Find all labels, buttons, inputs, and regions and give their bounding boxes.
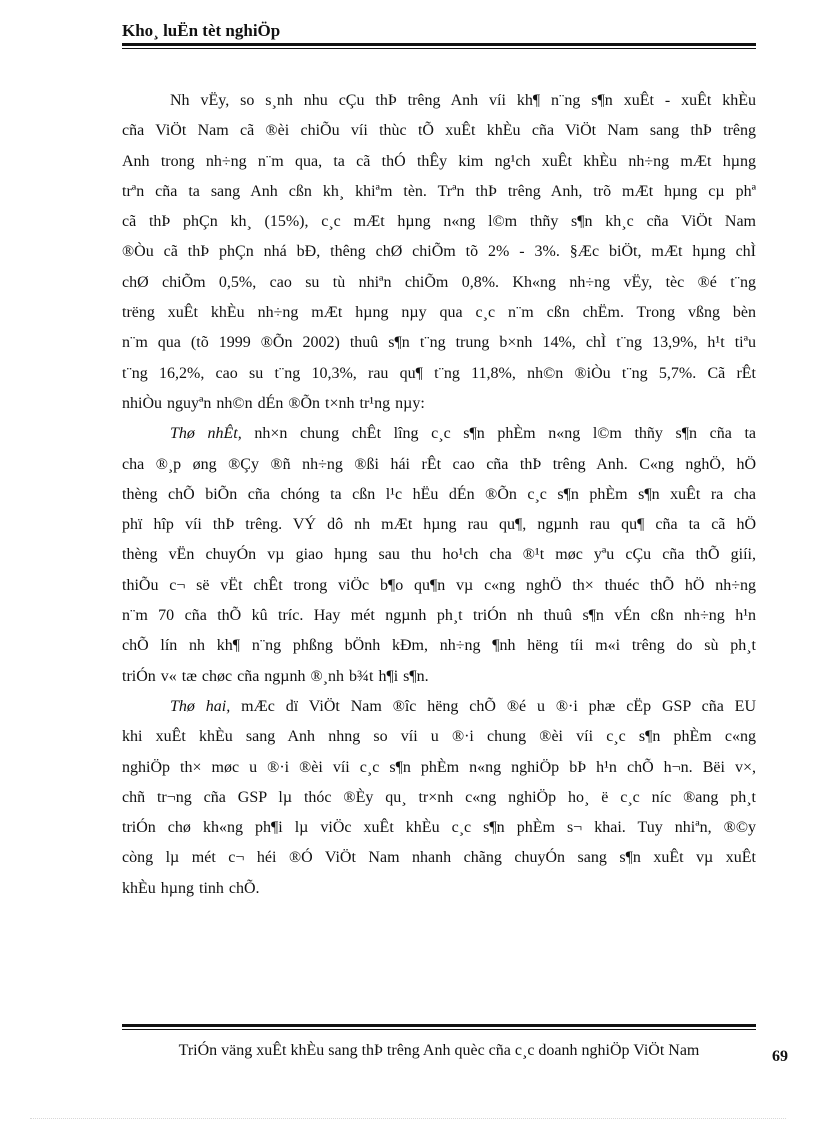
paragraph-lead: Thø nhÊt, — [170, 425, 242, 443]
text-line: chØ chiÕm 0,5%, cao su tù nhiªn chiÕm 0,8%. Kh«ng nh÷ng vËy, tèc ®é t¨ng — [122, 273, 756, 291]
text-line: triÓn v« tæ chøc cña ngµnh ®¸nh b¾t h¶i s¶n. — [122, 667, 429, 685]
text-line: khÈu hµng tinh chÕ. — [122, 879, 260, 897]
text-line: cha ®¸p øng ®Çy ®ñ nh÷ng ®ßi hái rÊt cao cña thÞ trêng Anh. C«ng nghÖ, hÖ — [122, 455, 756, 473]
text-line: Anh trong nh÷ng n¨m qua, ta cã thÓ thÊy kim ng¹ch xuÊt khÈu nh÷ng mÆt hµng — [122, 152, 756, 170]
text-line: n¨m qua (tõ 1999 ®Õn 2002) thuû s¶n t¨ng trung b×nh 14%, chÌ t¨ng 13,9%, h¹t tiªu — [122, 334, 756, 352]
text-line: chñ tr¬ng cña GSP lµ thóc ®Èy qu¸ tr×nh c«ng nghiÖp ho¸ ë c¸c níc ®ang ph¸t — [122, 788, 756, 806]
text-line — [122, 692, 756, 722]
paragraph-lead: Thø hai, — [170, 697, 231, 715]
text-line: cña ViÖt Nam cã ®èi chiÕu víi thùc tÕ xuÊt khÈu cña ViÖt Nam sang thÞ trêng — [122, 122, 756, 140]
header-rule-thin — [122, 48, 756, 49]
text-line: chÕ lín nh kh¶ n¨ng phßng bÖnh kÐm, nh÷ng ¶nh hëng tíi m«i trêng do sù ph¸t — [122, 637, 756, 655]
header-title: Kho¸ luËn tèt nghiÖp — [122, 21, 281, 40]
paragraph-3 — [122, 692, 756, 904]
text-line: t¨ng 16,2%, cao su t¨ng 10,3%, rau qu¶ t¨ng 11,8%, nh©n ®iÒu t¨ng 5,7%. Cã rÊt — [122, 364, 756, 382]
page-header — [122, 20, 756, 49]
body-text — [122, 86, 756, 904]
text-line: nhiÒu nguyªn nh©n dÉn ®Õn t×nh tr¹ng nµy: — [122, 394, 425, 412]
text-line: thèng chÕ biÕn cña chóng ta cßn l¹c hËu dÉn ®Õn c¸c s¶n phÈm s¶n xuÊt ra cha — [122, 485, 756, 503]
footer-text: TriÓn väng xuÊt khÈu sang thÞ trêng Anh quèc cña c¸c doanh nghiÖp ViÖt Nam — [178, 1042, 700, 1059]
header-rule-thick — [122, 43, 756, 46]
text-line: phï hîp víi thÞ trêng. VÝ dô nh mÆt hµng rau qu¶, ngµnh rau qu¶ cña ta cã hÖ — [122, 516, 756, 534]
page-footer — [122, 1024, 766, 1062]
text-line: thiÕu c¬ së vËt chÊt trong viÖc b¶o qu¶n vµ c«ng nghÖ th× thuéc thÕ hÖ nh÷ng — [122, 576, 756, 594]
text-line: thèng vËn chuyÓn vµ giao hµng sau thu ho¹ch cha ®¹t møc yªu cÇu cña thÕ giíi, — [122, 546, 756, 564]
text-line: Nh vËy, so s¸nh nhu cÇu thÞ trêng Anh víi kh¶ n¨ng s¶n xuÊt - xuÊt khÈu — [170, 92, 756, 109]
page-number: 69 — [772, 1048, 788, 1065]
footer-rule-thin — [122, 1029, 756, 1030]
text-line: trªn cña ta sang Anh cßn kh¸ khiªm tèn. Trªn thÞ trêng Anh, trõ mÆt hµng cµ phª — [122, 182, 756, 200]
text-segment: mÆc dï ViÖt Nam ®îc hëng chÕ ®é u ®·i phæ cËp GSP cña EU — [230, 697, 757, 715]
footer-rule-thick — [122, 1024, 756, 1027]
page-edge-divider — [30, 1118, 786, 1119]
text-line: ®Òu cã thÞ phÇn nhá bÐ, thêng chØ chiÕm tõ 2% - 3%. §Æc biÖt, mÆt hµng chÌ — [122, 243, 756, 261]
text-segment: nh×n chung chÊt lîng c¸c s¶n phÈm n«ng l©m thñy s¶n cña ta — [241, 425, 756, 443]
text-line: trëng xuÊt khÈu nh÷ng mÆt hµng nµy qua c¸c n¨m cßn chËm. Trong vßng bèn — [122, 304, 756, 322]
paragraph-2 — [122, 419, 756, 692]
paragraph-1 — [122, 86, 756, 419]
text-line: n¨m 70 cña thÕ kû tríc. Hay mét ngµnh ph¸t triÓn nh thuû s¶n vÉn cßn nh÷ng h¹n — [122, 607, 756, 625]
text-line: khi xuÊt khÈu sang Anh nhng so víi u ®·i chung ®èi víi c¸c s¶n phÈm c«ng — [122, 728, 756, 746]
text-line — [122, 419, 756, 449]
text-line: cã thÞ phÇn kh¸ (15%), c¸c mÆt hµng n«ng l©m thñy s¶n kh¸c cña ViÖt Nam — [122, 213, 756, 231]
text-line: triÓn chø kh«ng ph¶i lµ viÖc xuÊt khÈu c¸c s¶n phÈm s¬ khai. Tuy nhiªn, ®©y — [122, 819, 756, 837]
text-line: nghiÖp th× møc u ®·i ®èi víi c¸c s¶n phÈm n«ng nghiÖp bÞ h¹n chÕ h¬n. Bëi v×, — [122, 758, 756, 776]
text-line: còng lµ mét c¬ héi ®Ó ViÖt Nam nhanh chãng chuyÓn sang s¶n xuÊt vµ xuÊt — [122, 849, 756, 867]
